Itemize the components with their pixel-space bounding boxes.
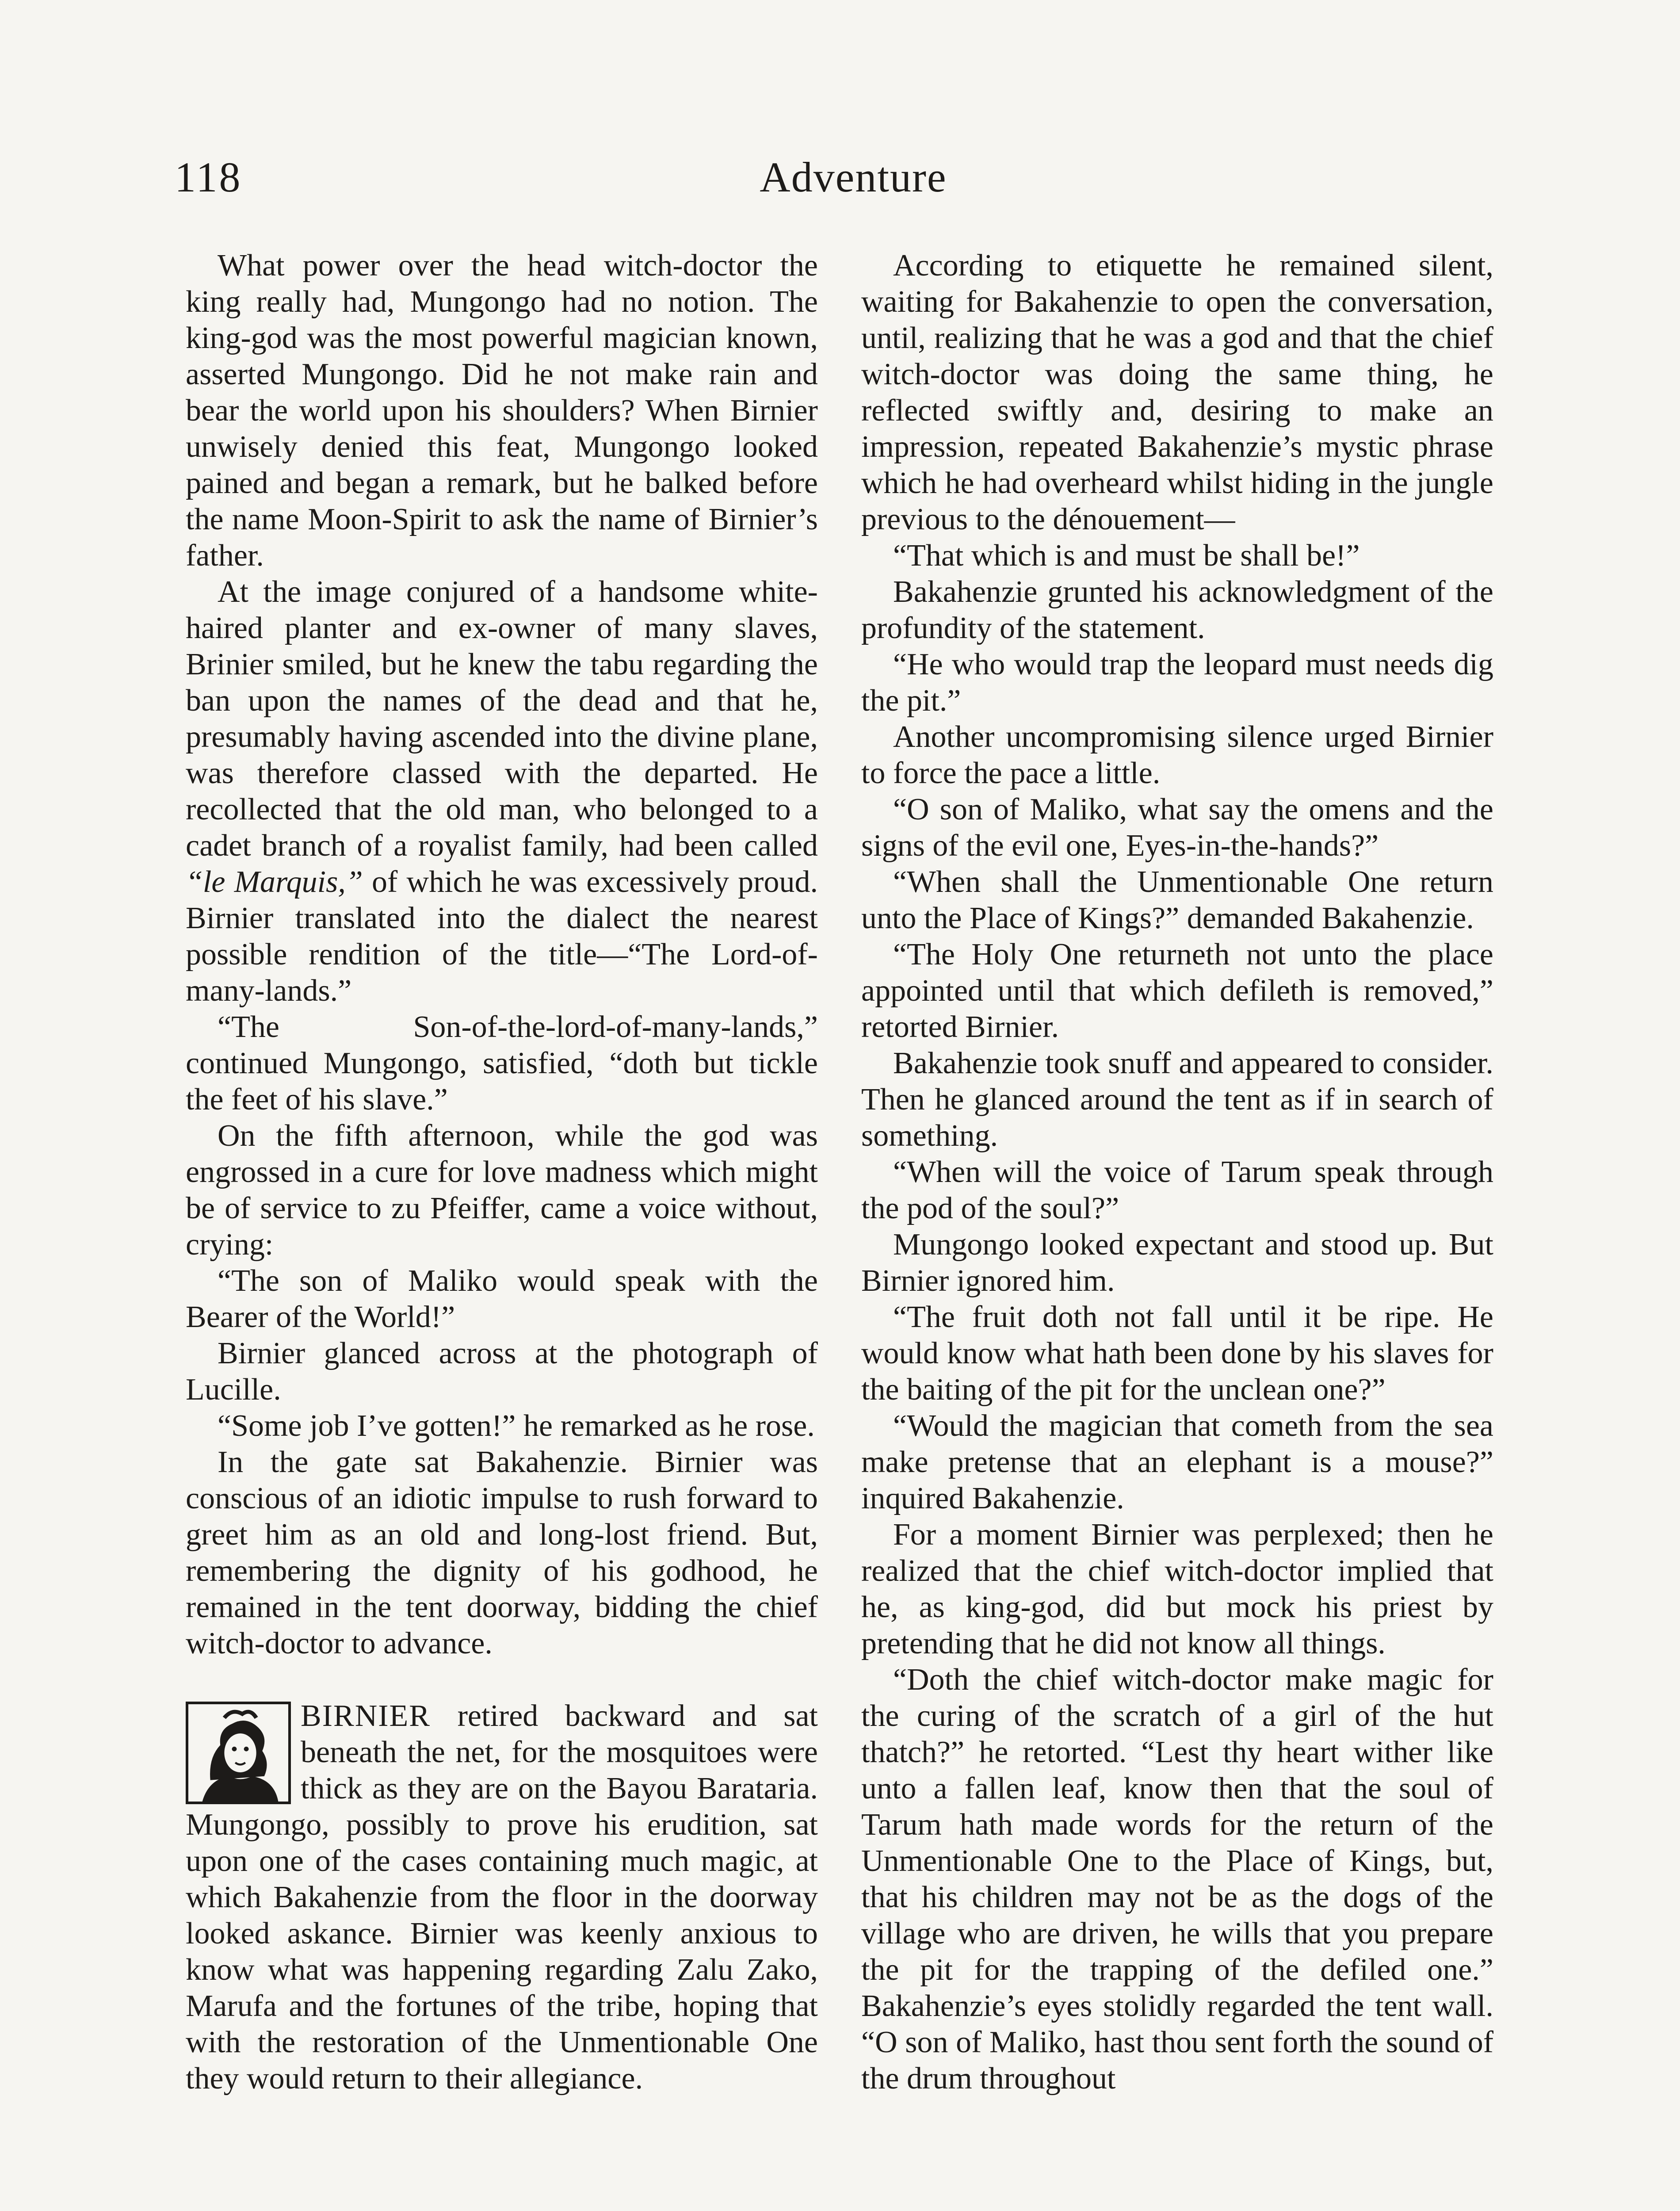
paragraph: What power over the head witch-doctor the king really had, Mungongo had no notion. The king-god was the most powerful magician known, asserted Mungongo. Did he not make rain and bear the world upon his shoulders? When Birnier unwisely denied this feat, Mungongo looked pained and began a remark, but he balked before the name Moon-Spirit to ask the name of Birnier’s father.: [186, 249, 818, 573]
paragraph: “The son of Maliko would speak with the Bearer of the World!”: [186, 1264, 818, 1334]
paragraph: “That which is and must be shall be!”: [893, 539, 1360, 573]
left-column: [186, 248, 818, 2097]
paragraph-text: retired backward and sat beneath the net, for the mosquitoes were thick as they are on the Bayou Barataria. Mungongo, possibly to prove his erudition, sat upon one of the cases containing much magic, at which Bakahenzie from the floor in the doorway looked askance. Birnier was keenly anxious to know what was happening regarding Zalu Zako, Marufa and the fortunes of the tribe, hoping that with the restoration of the Unmentionable One they would return to their allegiance.: [186, 1699, 818, 2096]
paragraph: “The Son-of-the-lord-of-many-lands,” continued Mungongo, satisfied, “doth but tickle the feet of his slave.”: [186, 1010, 818, 1117]
paragraph: “When will the voice of Tarum speak through the pod of the soul?”: [861, 1155, 1493, 1225]
paragraph: In the gate sat Bakahenzie. Birnier was conscious of an idiotic impulse to rush forward to greet him as an old and long-lost friend. But, remembering the dignity of his godhood, he remained in the tent doorway, bidding the chief witch-doctor to advance.: [186, 1445, 818, 1660]
paragraph: Bakahenzie took snuff and appeared to consider. Then he glanced around the tent as if in search of something.: [861, 1046, 1493, 1153]
page-number: 118: [175, 153, 242, 201]
paragraph: “He who would trap the leopard must needs dig the pit.”: [861, 647, 1493, 718]
right-column: [861, 248, 1493, 2097]
dropcap-paragraph: [186, 1698, 818, 2097]
paragraph: Bakahenzie grunted his acknowledgment of the profundity of the statement.: [861, 575, 1493, 645]
paragraph: Birnier glanced across at the photograph of Lucille.: [186, 1336, 818, 1407]
page-header: [175, 153, 1532, 219]
paragraph-text: At the image conjured of a handsome white-haired planter and ex-owner of many slaves, Brinier smiled, but he knew the tabu regarding the ban upon the names of the dead and that he, presumably having ascended into the divine plane, was therefore classed with the departed. He recollected that the old man, who belonged to a cadet branch of a royalist family, had been called: [186, 575, 818, 863]
paragraph: “Would the magician that cometh from the sea make pretense that an elephant is a mouse?” inquired Bakahenzie.: [861, 1409, 1493, 1515]
marquis-title: “le Marquis,”: [186, 865, 363, 899]
paragraph: “Doth the chief witch-doctor make magic for the curing of the scratch of a girl of the hut thatch?” he retorted. “Lest thy heart wither like unto a fallen leaf, know then that the soul of Tarum hath made words for the return of the Unmentionable One to the Place of Kings, but, that his children may not be as the dogs of the village who are driven, he wills that you prepare the pit for the trapping of the defiled one.” Bakahenzie’s eyes stolidly regarded the tent wall. “O son of Maliko, hast thou sent forth the sound of the drum throughout: [861, 1663, 1493, 2096]
paragraph: “O son of Maliko, what say the omens and the signs of the evil one, Eyes-in-the-hands?”: [861, 792, 1493, 863]
paragraph: Another uncompromising silence urged Birnier to force the pace a little.: [861, 720, 1493, 790]
dropcap-portrait-ornament: [186, 1702, 291, 1804]
paragraph: On the fifth afternoon, while the god was engrossed in a cure for love madness which might be of service to zu Pfeiffer, came a voice without, crying:: [186, 1119, 818, 1262]
paragraph: “When shall the Unmentionable One return unto the Place of Kings?” demanded Bakahenzie.: [861, 865, 1493, 935]
paragraph: “The fruit doth not fall until it be ripe. He would know what hath been done by his slaves for the baiting of the pit for the unclean one?”: [861, 1300, 1493, 1407]
running-head: Adventure: [760, 153, 947, 201]
paragraph-text: of which he was excessively proud. Birnier translated into the dialect the nearest possible rendition of the title—“The Lord-of-many-lands.”: [186, 865, 818, 1008]
dropcap-word: BIRNIER: [301, 1699, 431, 1733]
paragraph: For a moment Birnier was perplexed; then he realized that the chief witch-doctor implied that he, as king-god, did but mock his priest by pretending that he did not know all things.: [861, 1518, 1493, 1660]
paragraph: [186, 574, 818, 1009]
paragraph: “The Holy One returneth not unto the place appointed until that which defileth is removed,” retorted Birnier.: [861, 937, 1493, 1044]
paragraph: Mungongo looked expectant and stood up. But Birnier ignored him.: [861, 1228, 1493, 1298]
paragraph: “Some job I’ve gotten!” he remarked as he rose.: [218, 1409, 815, 1443]
paragraph: According to etiquette he remained silent, waiting for Bakahenzie to open the conversation, until, realizing that he was a god and that the chief witch-doctor was doing the same thing, he reflected swiftly and, desiring to make an impression, repeated Bakahenzie’s mystic phrase which he had overheard whilst hiding in the jungle previous to the dénouement—: [861, 249, 1493, 536]
